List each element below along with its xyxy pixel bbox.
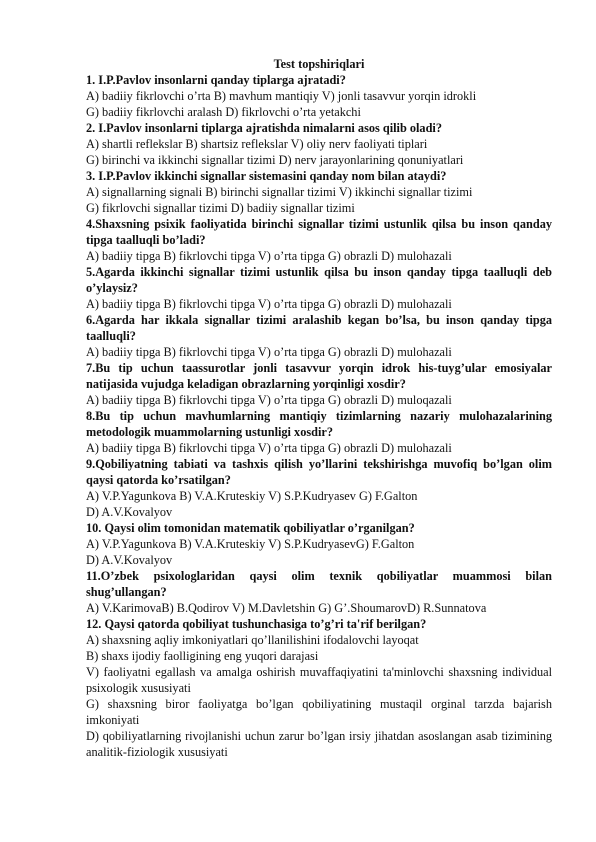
answer-options: A) badiiy tipga B) fikrlovchi tipga V) o’rta tipga G) obrazli D) mulohazali (86, 345, 452, 359)
question-4 (86, 216, 552, 264)
question-text: 12. Qaysi qatorda qobiliyat tushunchasiga to’g’ri ta'rif berilgan? (86, 617, 427, 631)
answer-options: A) V.P.Yagunkova B) V.A.Kruteskiy V) S.P.Kudryasev G) F.Galton (86, 489, 418, 503)
answer-options: A) shartli reflekslar B) shartsiz reflekslar V) oliy nerv faoliyati tiplari (86, 137, 428, 151)
answer-options: A) signallarning signali B) birinchi signallar tizimi V) ikkinchi signallar tizimi (86, 185, 473, 199)
answer-options: A) badiiy tipga B) fikrlovchi tipga V) o’rta tipga G) obrazli D) mulohazali (86, 249, 452, 263)
question-11 (86, 568, 552, 616)
answer-options: A) badiiy tipga B) fikrlovchi tipga V) o’rta tipga G) obrazli D) muloqazali (86, 393, 452, 407)
answer-options: A) V.P.Yagunkova B) V.A.Kruteskiy V) S.P.KudryasevG) F.Galton (86, 537, 415, 551)
answer-options: A) badiiy tipga B) fikrlovchi tipga V) o’rta tipga G) obrazli D) mulohazali (86, 441, 452, 455)
answer-options: D) A.V.Kovalyov (86, 505, 173, 519)
question-text: 5.Agarda ikkinchi signallar tizimi ustunlik qilsa bu inson qanday tipga taalluqli deb o’ylaysiz? (86, 265, 552, 295)
answer-option: B) shaxs ijodiy faolligining eng yuqori darajasi (86, 649, 319, 663)
answer-options: G) fikrlovchi signallar tizimi D) badiiy signallar tizimi (86, 201, 355, 215)
answer-option: G) shaxsning biror faoliyatga bo’lgan qobiliyatining mustaqil orginal tarzda bajarish imkoniyati (86, 697, 552, 727)
question-3 (86, 168, 552, 216)
question-5 (86, 264, 552, 312)
question-text: 8.Bu tip uchun mavhumlarning mantiqiy tizimlarning nazariy mulohazalarining metodologik muammolarning ustunligi xosdir? (86, 409, 552, 439)
answer-options: A) badiiy fikrlovchi o’rta B) mavhum mantiqiy V) jonli tasavvur yorqin idrokli (86, 89, 477, 103)
answer-option: V) faoliyatni egallash va amalga oshirish muvaffaqiyatini ta'minlovchi shaxsning individual psixologik xususiyati (86, 665, 552, 695)
answer-option: D) qobiliyatlarning rivojlanishi uchun zarur bo’lgan irsiy jihatdan asoslangan asab tizimining analitik-fiziologik xususiyati (86, 729, 552, 759)
question-text: 10. Qaysi olim tomonidan matematik qobiliyatlar o’rganilgan? (86, 521, 415, 535)
answer-option: A) shaxsning aqliy imkoniyatlari qo’llanilishini ifodalovchi layoqat (86, 633, 419, 647)
question-8 (86, 408, 552, 456)
question-6 (86, 312, 552, 360)
answer-options: G) badiiy fikrlovchi aralash D) fikrlovchi o’rta yetakchi (86, 105, 361, 119)
question-10 (86, 520, 552, 568)
answer-options: G) birinchi va ikkinchi signallar tizimi D) nerv jarayonlarining qonuniyatlari (86, 153, 464, 167)
answer-options: D) A.V.Kovalyov (86, 553, 173, 567)
question-text: 9.Qobiliyatning tabiati va tashxis qilish yo’llarini tekshirishga muvofiq bo’lgan olim qaysi qatorda ko’rsatilgan? (86, 457, 552, 487)
answer-options: A) badiiy tipga B) fikrlovchi tipga V) o’rta tipga G) obrazli D) mulohazali (86, 297, 452, 311)
question-12 (86, 616, 552, 760)
question-text: 4.Shaxsning psixik faoliyatida birinchi signallar tizimi ustunlik qilsa bu inson qanday tipga taalluqli bo’ladi? (86, 217, 552, 247)
test-document (86, 56, 552, 760)
question-text: 1. I.P.Pavlov insonlarni qanday tiplarga ajratadi? (86, 73, 346, 87)
question-text: 7.Bu tip uchun taassurotlar jonli tasavvur yorqin idrok his-tuyg’ular emosiyalar natijasida vujudga keladigan obrazlarning yorqinligi xosdir? (86, 361, 552, 391)
page-title: Test topshiriqlari (273, 57, 365, 71)
question-text: 3. I.P.Pavlov ikkinchi signallar sistemasini qanday nom bilan ataydi? (86, 169, 447, 183)
question-2 (86, 120, 552, 168)
question-text: 2. I.Pavlov insonlarni tiplarga ajratishda nimalarni asos qilib oladi? (86, 121, 442, 135)
question-text: 11.O’zbek psixologlaridan qaysi olim texnik qobiliyatlar muammosi bilan shug’ullangan? (86, 569, 552, 599)
question-7 (86, 360, 552, 408)
answer-options: A) V.KarimovaB) B.Qodirov V) M.Davletshin G) G’.ShoumarovD) R.Sunnatova (86, 601, 487, 615)
question-9 (86, 456, 552, 520)
question-text: 6.Agarda har ikkala signallar tizimi aralashib kegan bo’lsa, bu inson qanday tipga taalluqli? (86, 313, 552, 343)
question-1 (86, 72, 552, 120)
